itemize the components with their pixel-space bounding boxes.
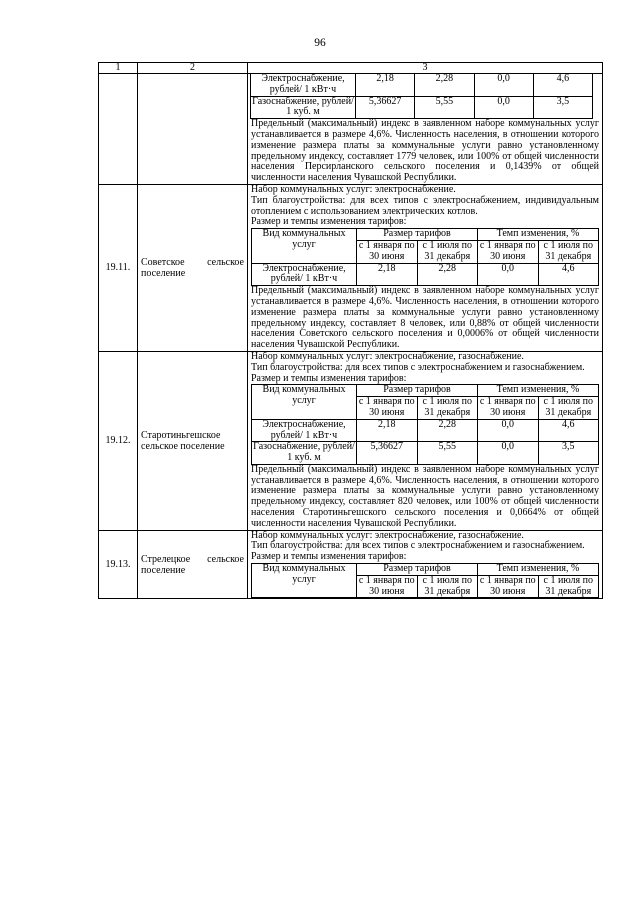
value-cell: 2,28 — [415, 74, 474, 97]
tariff-table — [251, 563, 599, 598]
value-cell: 2,18 — [356, 74, 415, 97]
value-cell: 4,6 — [533, 74, 592, 97]
column-number-2: 2 — [138, 63, 248, 74]
document-table — [98, 62, 603, 599]
services-set: Набор коммунальных услуг: электроснабжение, газоснабжение. — [251, 350, 524, 362]
value-cell: 0,0 — [478, 419, 539, 442]
value-cell: 0,0 — [478, 263, 539, 286]
value-cell: 3,5 — [533, 96, 592, 119]
services-set: Набор коммунальных услуг: электроснабжение, газоснабжение. — [251, 529, 524, 541]
service-kind-header: Вид коммунальных услуг — [252, 229, 357, 263]
tariff-size-header: Размер тарифов — [357, 229, 478, 241]
tariff-size-header: Размер тарифов — [357, 385, 478, 397]
service-cell: Электроснабжение, рублей/ 1 кВт·ч — [252, 263, 357, 286]
change-rate-header: Темп изменения, % — [478, 564, 599, 576]
section-number: 19.12. — [99, 351, 138, 530]
continuation-name-cell — [138, 74, 248, 185]
value-cell: 0,0 — [474, 74, 533, 97]
period-header: с 1 января по 30 июня — [357, 240, 418, 263]
tariff-row — [252, 419, 599, 442]
column-number-3: 3 — [248, 63, 603, 74]
service-cell: Электроснабжение, рублей/ 1 кВт·ч — [252, 419, 357, 442]
section-row-19-12 — [99, 351, 603, 530]
section-content — [248, 184, 603, 351]
tariffs-title: Размер и темпы изменения тарифов: — [251, 372, 407, 384]
value-cell: 5,55 — [417, 442, 478, 465]
section-content — [248, 530, 603, 599]
change-rate-header: Темп изменения, % — [478, 229, 599, 241]
section-number: 19.11. — [99, 184, 138, 351]
period-header: с 1 июля по 31 декабря — [417, 397, 478, 420]
tariff-table-continued — [250, 73, 593, 119]
continuation-number-cell — [99, 74, 138, 185]
section-row-19-13 — [99, 530, 603, 599]
column-number-row — [99, 63, 603, 74]
tariff-table — [251, 384, 599, 465]
period-header: с 1 января по 30 июня — [478, 575, 539, 598]
period-header: с 1 июля по 31 декабря — [417, 575, 478, 598]
service-cell: Газоснабжение, рублей/ 1 куб. м — [253, 441, 355, 464]
period-header: с 1 июля по 31 декабря — [538, 240, 599, 263]
tariff-table — [251, 228, 599, 286]
value-cell: 5,36627 — [356, 96, 415, 119]
tariff-header-row — [252, 229, 599, 241]
value-cell: 5,55 — [415, 96, 474, 119]
tariff-size-header: Размер тарифов — [357, 564, 478, 576]
period-header: с 1 января по 30 июня — [357, 575, 418, 598]
tariffs-title: Размер и темпы изменения тарифов: — [251, 216, 407, 228]
value-cell: 2,18 — [357, 263, 418, 286]
section-row-19-11 — [99, 184, 603, 351]
tariff-header-row — [252, 385, 599, 397]
value-cell: 0,0 — [478, 442, 539, 465]
value-cell: 2,28 — [417, 419, 478, 442]
column-number-1: 1 — [99, 63, 138, 74]
value-cell: 5,36627 — [357, 442, 418, 465]
limit-index-paragraph: Предельный (максимальный) индекс в заявленном наборе коммунальных услуг устанавливается в размере 4,6%. Численность населения, в отношении которого изменение размера платы за коммунальные услуги равно установленному предельному индексу, составляет 820 человек, или 100% от общей численности населения Старотиньгешского сельского поселения и 0,0664% от общей численности населения Чувашской Республики. — [251, 463, 599, 529]
services-set: Набор коммунальных услуг: электроснабжение. — [251, 183, 456, 195]
period-header: с 1 января по 30 июня — [478, 240, 539, 263]
section-number: 19.13. — [99, 530, 138, 599]
value-cell: 2,28 — [417, 263, 478, 286]
tariffs-title: Размер и темпы изменения тарифов: — [251, 551, 407, 563]
value-cell: 2,18 — [357, 419, 418, 442]
change-rate-header: Темп изменения, % — [478, 385, 599, 397]
service-kind-header: Вид коммунальных услуг — [252, 564, 357, 598]
service-cell: Электроснабжение, рублей/ 1 кВт·ч — [251, 74, 356, 97]
section-content — [248, 351, 603, 530]
limit-index-paragraph: Предельный (максимальный) индекс в заявленном наборе коммунальных услуг устанавливается в размере 4,6%. Численность населения, в отношении которого изменение размера платы за коммунальные услуги равно установленному предельному индексу, составляет 1779 человек, или 100% от общей численности населения Персирланского сельского поселения и 0,1439% от общей численности населения Чувашской Республики. — [251, 118, 599, 184]
period-header: с 1 января по 30 июня — [357, 397, 418, 420]
value-cell: 3,5 — [538, 442, 599, 465]
period-header: с 1 января по 30 июня — [478, 397, 539, 420]
period-header: с 1 июля по 31 декабря — [417, 240, 478, 263]
section-name: Стрелецкое сельское поселение — [138, 530, 248, 599]
service-cell: Газоснабжение, рублей/ 1 куб. м — [252, 95, 354, 118]
section-name: Советское сельское поселение — [138, 184, 248, 351]
limit-index-paragraph: Предельный (максимальный) индекс в заявленном наборе коммунальных услуг устанавливается в размере 4,6%. Численность населения, в отношении которого изменение размера платы за коммунальные услуги равно установленному предельному индексу, составляет 8 человек, или 0,88% от общей численности населения Советского сельского поселения и 0,0006% от общей численности населения Чувашской Республики. — [251, 285, 599, 351]
value-cell: 4,6 — [538, 263, 599, 286]
improvement-type: Тип благоустройства: для всех типов с электроснабжением и газоснабжением. — [251, 540, 585, 552]
continuation-content — [248, 74, 603, 185]
tariff-row — [252, 263, 599, 286]
period-header: с 1 июля по 31 декабря — [538, 397, 599, 420]
tariff-row — [251, 96, 593, 119]
tariff-row — [252, 442, 599, 465]
service-kind-header: Вид коммунальных услуг — [252, 385, 357, 419]
section-name: Старотиньгешское сельское поселение — [138, 351, 248, 530]
period-header: с 1 июля по 31 декабря — [538, 575, 599, 598]
tariff-header-row — [252, 564, 599, 576]
value-cell: 4,6 — [538, 419, 599, 442]
tariff-row — [251, 74, 593, 97]
improvement-type: Тип благоустройства: для всех типов с электроснабжением, индивидуальным отоплением с использованием электрических котлов. — [251, 194, 599, 217]
value-cell: 0,0 — [474, 96, 533, 119]
improvement-type: Тип благоустройства: для всех типов с электроснабжением и газоснабжением. — [251, 361, 585, 373]
continuation-row — [99, 74, 603, 185]
page-number: 96 — [314, 37, 326, 49]
